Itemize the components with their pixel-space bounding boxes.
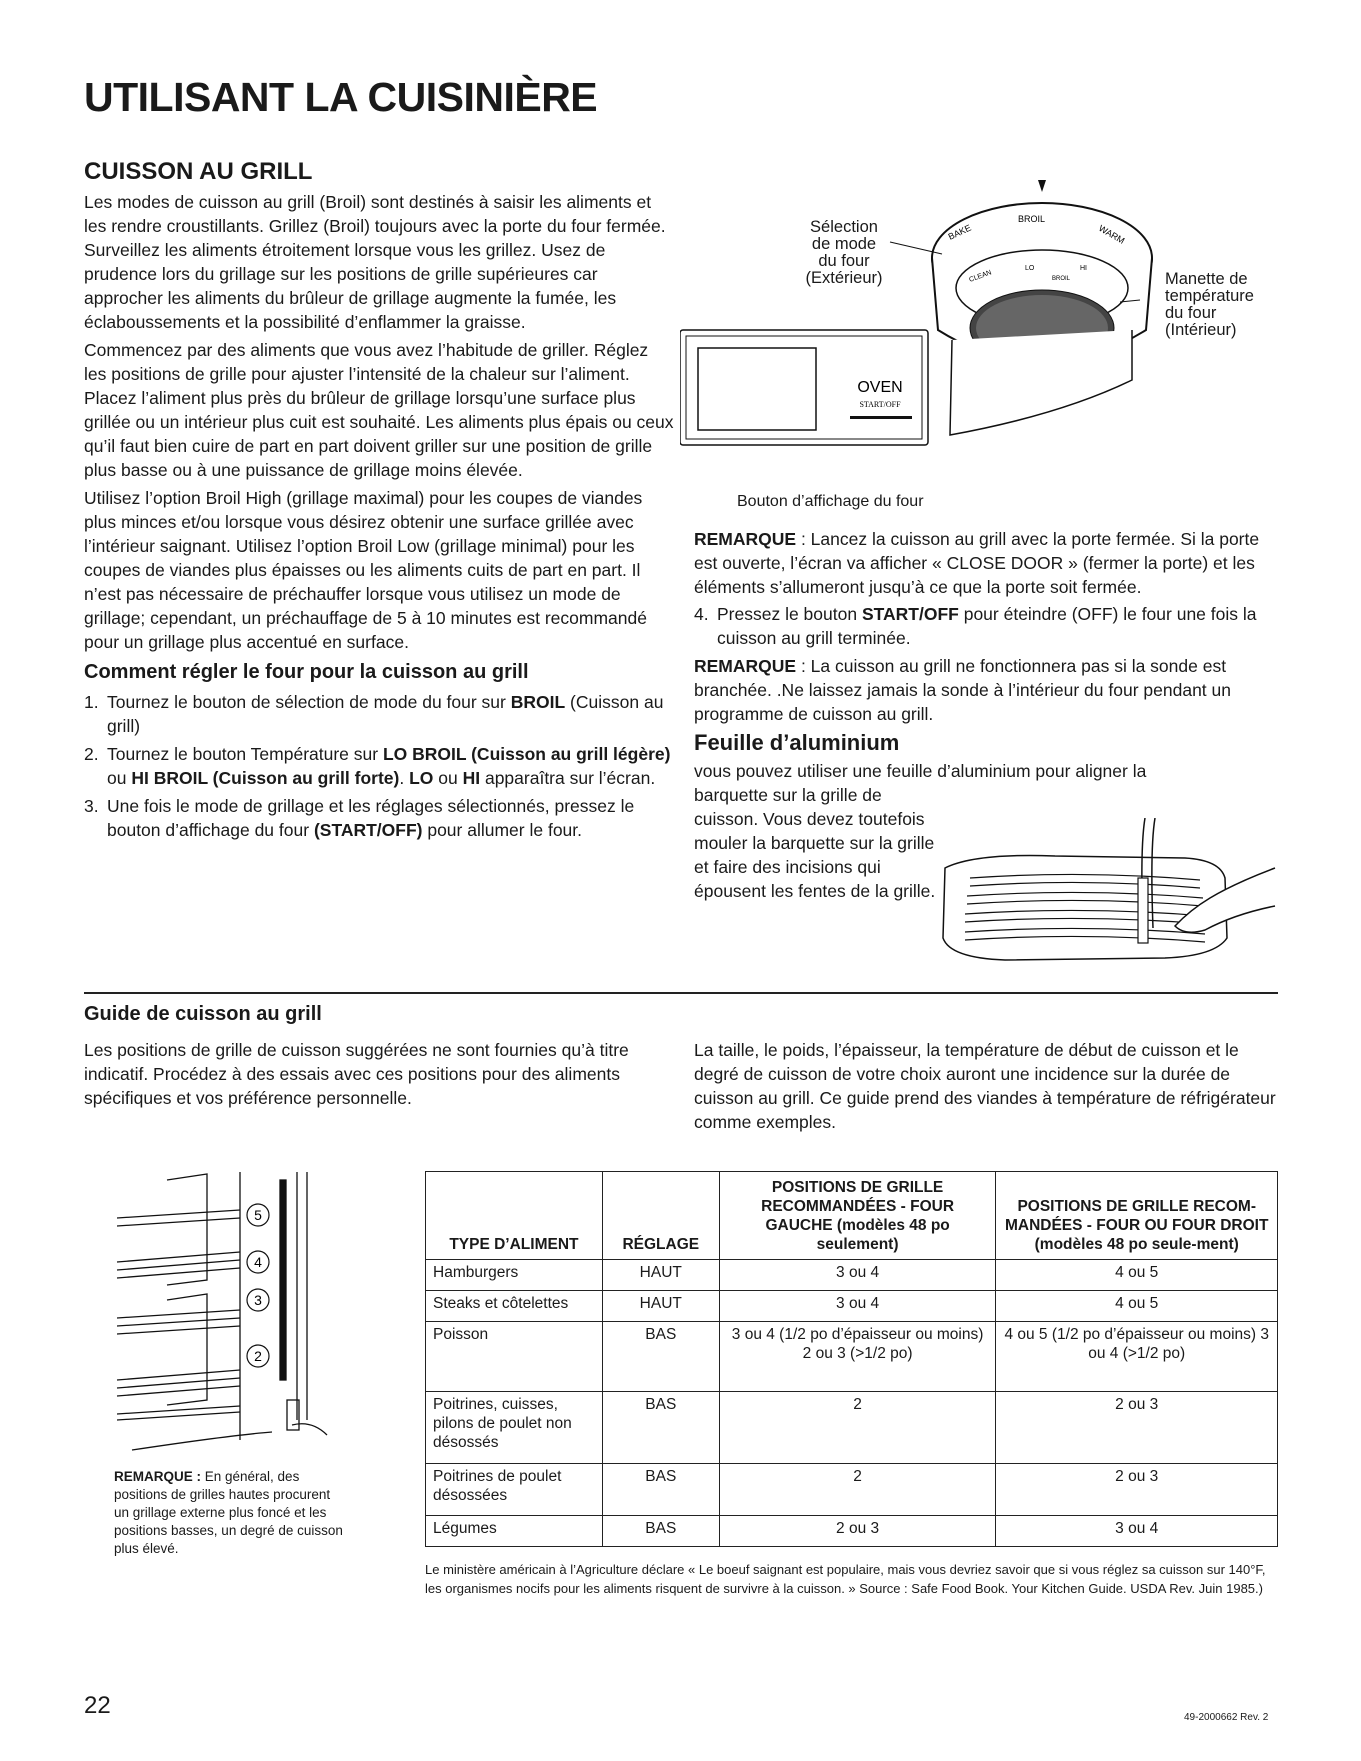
cell-right-oven: 3 ou 4 — [996, 1516, 1278, 1547]
cell-setting: BAS — [602, 1322, 719, 1392]
cell-left-oven: 3 ou 4 — [719, 1291, 996, 1322]
cell-right-oven: 4 ou 5 (1/2 po d’épaisseur ou moins) 3 ou 4 (>1/2 po) — [996, 1322, 1278, 1392]
cell-food: Légumes — [426, 1516, 603, 1547]
section-divider — [84, 992, 1278, 994]
rack-position-label: 3 — [254, 1292, 262, 1308]
startoff-button-label: START/OFF — [859, 400, 901, 409]
label-line: Sélection — [810, 218, 878, 236]
note-text: : La cuisson au grill ne fonctionnera pas si la sonde est branchée. .Ne laissez jamais la sonde à l’intérieur du four pendant un programme de cuisson au grill. — [694, 656, 1231, 724]
cell-food: Steaks et côtelettes — [426, 1291, 603, 1322]
broil-heading: CUISSON AU GRILL — [84, 158, 313, 185]
note-text: : Lancez la cuisson au grill avec la porte fermée. Si la porte est ouverte, l’écran va afficher « CLOSE DOOR » (fermer la porte) et les éléments s’allumeront jusqu’à ce que la porte soit fermée. — [694, 529, 1260, 597]
step-text: Pressez le bouton — [717, 604, 862, 624]
cell-left-oven: 3 ou 4 (1/2 po d’épaisseur ou moins) 2 ou 3 (>1/2 po) — [719, 1322, 996, 1392]
label-line: du four — [818, 252, 870, 270]
note-label: REMARQUE — [694, 656, 797, 676]
rack-position-label: 5 — [254, 1207, 262, 1223]
cell-food: Poisson — [426, 1322, 603, 1392]
cell-setting: HAUT — [602, 1291, 719, 1322]
step-text: pour éteindre (OFF) le four une fois la cuisson au grill terminée. — [717, 604, 1257, 648]
broil-pan — [943, 856, 1227, 961]
label-line: température — [1165, 287, 1254, 305]
cell-left-oven: 2 ou 3 — [719, 1516, 996, 1547]
label-line: (Extérieur) — [805, 269, 883, 287]
cell-right-oven: 4 ou 5 — [996, 1260, 1278, 1291]
cell-setting: HAUT — [602, 1260, 719, 1291]
cell-food: Poitrines, cuisses, pilons de poulet non désossés — [426, 1392, 603, 1464]
step-3 — [84, 794, 674, 842]
cell-right-oven: 2 ou 3 — [996, 1392, 1278, 1464]
guide-heading: Guide de cuisson au grill — [84, 1003, 322, 1025]
rack-position-label: 2 — [254, 1348, 262, 1364]
step-emphasis: BROIL — [510, 692, 566, 712]
dial-word: BAKE — [946, 222, 973, 242]
foil-text-first: vous pouvez utiliser une feuille d’aluminium pour aligner la — [694, 761, 1147, 781]
step-text: ou — [107, 768, 132, 788]
step-text: . — [399, 768, 410, 788]
note-door — [694, 527, 1284, 599]
cell-setting: BAS — [602, 1516, 719, 1547]
step-4 — [694, 602, 1284, 650]
broil-paragraph-1: Les modes de cuisson au grill (Broil) sont destinés à saisir les aliments et les rendre croustillants. Grillez (Broil) toujours avec la porte du four fermée. Surveillez les aliments étroitement lorsque vous les grillez. Usez de prudence lors du grillage sur les positions de grille supérieures car approcher les aliments du brûleur de grillage augmente la fumée, les éclaboussements et la possibilité d’enflammer la graisse. — [84, 192, 666, 332]
step-text: Une fois le mode de grillage et les réglages sélectionnés, pressez le bouton d’affichage du four — [107, 796, 635, 840]
dial-word: BROIL — [1052, 276, 1071, 282]
document-code: 49-2000662 Rev. 2 — [1184, 1712, 1269, 1723]
header-left-oven: POSITIONS DE GRILLE RECOMMANDÉES - FOUR GAUCHE (modèles 48 po seulement) — [719, 1172, 996, 1260]
oven-button-label: OVEN — [857, 379, 903, 396]
step-number: 4. — [694, 604, 709, 624]
cell-food: Hamburgers — [426, 1260, 603, 1291]
table-row — [426, 1392, 1278, 1464]
foil-text-rest: barquette sur la grille de cuisson. Vous devez toutefois mouler la barquette sur la grille et faire des incisions qui épousent les fentes de la grille. — [694, 785, 936, 901]
rack-positions-diagram — [112, 1170, 332, 1462]
note-label: REMARQUE — [694, 529, 797, 549]
step-number: 1. — [84, 692, 99, 712]
broil-section — [84, 158, 674, 846]
rack-position-label: 4 — [254, 1254, 262, 1270]
dial-word: HI — [1080, 265, 1087, 272]
howto-heading: Comment régler le four pour la cuisson au grill — [84, 661, 529, 683]
label-line: de mode — [811, 235, 877, 253]
step-4-list — [694, 602, 1284, 650]
step-text: Tournez le bouton de sélection de mode du four sur — [107, 692, 511, 712]
table-row — [426, 1516, 1278, 1547]
step-2 — [84, 742, 674, 790]
table-header-row — [426, 1172, 1278, 1260]
step-emphasis: HI — [462, 768, 481, 788]
usda-footnote: Le ministère américain à l’Agriculture déclare « Le boeuf saignant est populaire, mais vous devriez savoir que si vous réglez sa cuisson sur 140°F, les organismes nocifs pour les aliments risquent de survivre à la cuisson. » Source : Safe Food Book. Your Kitchen Guide. USDA Rev. Juin 1985.) — [425, 1562, 1266, 1596]
broil-paragraph-3: Utilisez l’option Broil High (grillage maximal) pour les coupes de viandes plus minces et/ou lorsque vous désirez obtenir une surface grillée avec l’intérieur saignant. Utilisez l’option Broil Low (grillage minimal) pour les coupes de viandes plus épaisses ou les aliments cuits de part en part. Il n’est pas nécessaire de préchauffer lorsque vous utilisez un mode de grillage; cependant, un préchauffage de 5 à 10 minutes est recommandé pour un grillage plus accentué en surface. — [84, 488, 647, 652]
step-text: Tournez le bouton Température sur — [107, 744, 383, 764]
step-emphasis: LO BROIL (Cuisson au grill légère) — [382, 744, 671, 764]
step-text: (Cuisson au grill) — [107, 692, 664, 736]
temperature-knob-label — [1165, 271, 1285, 339]
broil-paragraph-2: Commencez par des aliments que vous avez l’habitude de griller. Réglez les positions de grille pour ajuster l’intensité de la chaleur sur l’aliment. Placez l’aliment plus près du brûleur de grillage lorsqu’une surface plus grillée ou un intérieur plus cuit est souhaité. Les aliments plus épais ou ceux qu’il faut bien cuire de part en part doivent griller sur une position de grille plus basse ou à une puissance de grillage moins élevée. — [84, 340, 674, 480]
page-title: UTILISANT LA CUISINIÈRE — [84, 74, 598, 120]
step-1 — [84, 690, 674, 738]
dial-word: WARM — [1097, 223, 1127, 246]
cell-setting: BAS — [602, 1392, 719, 1464]
note-probe — [694, 654, 1284, 726]
label-line: Manette de — [1165, 270, 1248, 288]
step-emphasis: LO — [409, 768, 434, 788]
note-text: En général, des positions de grilles hautes procurent un grillage externe plus foncé et les positions basses, un degré de cuisson plus élevé. — [114, 1469, 343, 1556]
step-text: ou — [433, 768, 463, 788]
label-line: du four — [1165, 304, 1217, 322]
step-emphasis: START/OFF — [861, 604, 959, 624]
howto-steps — [84, 690, 674, 842]
guide-intro-right: La taille, le poids, l’épaisseur, la température de début de cuisson et le degré de cuisson de votre choix auront une incidence sur la durée de cuisson au grill. Ce guide prend des viandes à température de réfrigérateur comme exemples. — [694, 1040, 1276, 1132]
header-right-oven: POSITIONS DE GRILLE RECOM-MANDÉES - FOUR OU FOUR DROIT (modèles 48 po seule-ment) — [996, 1172, 1278, 1260]
page-number: 22 — [84, 1692, 111, 1719]
header-setting: RÉGLAGE — [602, 1172, 719, 1260]
display-screen — [698, 348, 816, 430]
dial-pointer-icon — [1038, 180, 1046, 192]
step-text: apparaîtra sur l’écran. — [480, 768, 656, 788]
step-emphasis: (START/OFF) — [313, 820, 423, 840]
table-row — [426, 1291, 1278, 1322]
table-row — [426, 1464, 1278, 1516]
table-row — [426, 1322, 1278, 1392]
header-food-type: TYPE D’ALIMENT — [426, 1172, 603, 1260]
cell-setting: BAS — [602, 1464, 719, 1516]
note-label: REMARQUE : — [114, 1469, 201, 1484]
cell-right-oven: 4 ou 5 — [996, 1291, 1278, 1322]
step-number: 3. — [84, 796, 99, 816]
cell-food: Poitrines de poulet désossées — [426, 1464, 603, 1516]
broil-guide-table — [425, 1171, 1278, 1547]
step-number: 2. — [84, 744, 99, 764]
step-text: pour allumer le four. — [422, 820, 583, 840]
dial-word: LO — [1025, 265, 1035, 272]
cell-left-oven: 2 — [719, 1392, 996, 1464]
display-button-caption: Bouton d’affichage du four — [737, 493, 924, 510]
dial-word: CLEAN — [968, 269, 993, 284]
broil-pan-illustration — [935, 818, 1280, 968]
mode-selector-label — [789, 219, 899, 287]
foil-heading: Feuille d’aluminium — [694, 730, 900, 755]
rack-note — [114, 1468, 344, 1558]
step-emphasis: HI BROIL (Cuisson au grill forte) — [131, 768, 400, 788]
guide-intro-left: Les positions de grille de cuisson suggérées ne sont fournies qu’à titre indicatif. Procédez à des essais avec ces positions pour des aliments spécifiques et vos préférence personnelle. — [84, 1040, 629, 1108]
dial-word: BROIL — [1018, 214, 1046, 224]
cell-left-oven: 3 ou 4 — [719, 1260, 996, 1291]
table-row — [426, 1260, 1278, 1291]
label-line: (Intérieur) — [1165, 321, 1237, 339]
oven-knob-diagram — [680, 180, 1280, 510]
cell-left-oven: 2 — [719, 1464, 996, 1516]
cell-right-oven: 2 ou 3 — [996, 1464, 1278, 1516]
